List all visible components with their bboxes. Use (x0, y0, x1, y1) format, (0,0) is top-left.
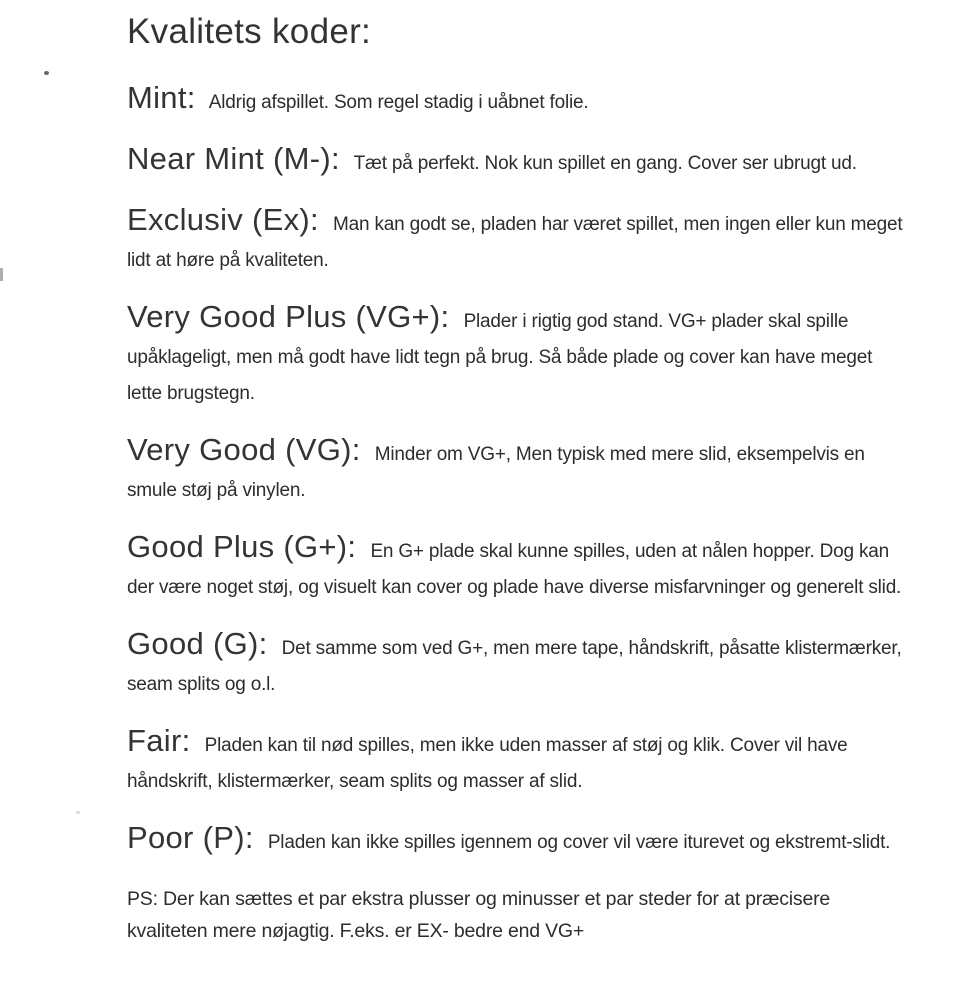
grade-term-good: Good (G): (127, 626, 268, 661)
grade-description-very-good: Minder om VG+, Men typisk med mere slid, eksempelvis en smule støj på vinylen. (127, 444, 865, 501)
grade-description-good-plus: En G+ plade skal kunne spilles, uden at nålen hopper. Dog kan der være noget støj, og visuelt kan cover og plade have diverse misfarvninger og generelt slid. (127, 541, 902, 598)
grade-term-exclusiv: Exclusiv (Ex): (127, 202, 319, 237)
scan-edge-mark (0, 268, 3, 281)
scan-speck-faint (76, 811, 80, 814)
grade-description-mint: Aldrig afspillet. Som regel stadig i uåbnet folie. (208, 92, 589, 113)
page-title: Kvalitets koder: (127, 12, 372, 51)
grade-entry-poor (127, 822, 908, 861)
grade-description-very-good-plus: Plader i rigtig god stand. VG+ plader skal spille upåklageligt, men må godt have lidt tegn på brug. Så både plade og cover kan have meget lette brugstegn. (127, 311, 873, 404)
grade-description-exclusiv: Man kan godt se, pladen har været spillet, men ingen eller kun meget lidt at høre på kvaliteten. (127, 214, 903, 271)
grade-entry-very-good-plus (127, 301, 908, 412)
grade-term-poor: Poor (P): (127, 820, 254, 855)
grade-entry-good-plus (127, 531, 908, 606)
grade-description-good: Det samme som ved G+, men mere tape, håndskrift, påsatte klistermærker, seam splits og o.l. (127, 638, 902, 695)
grade-description-poor: Pladen kan ikke spilles igennem og cover vil være iturevet og ekstremt-slidt. (267, 832, 891, 853)
grade-term-fair: Fair: (127, 723, 191, 758)
grade-description-fair: Pladen kan til nød spilles, men ikke uden masser af støj og klik. Cover vil have håndskrift, klistermærker, seam splits og masser af slid. (127, 735, 848, 792)
grade-entry-near-mint (127, 143, 908, 182)
grade-entry-fair (127, 725, 908, 800)
footnote-ps: PS: Der kan sættes et par ekstra plusser og minusser et par steder for at præcisere kvaliteten mere nøjagtig. F.eks. er EX- bedre end VG+ (127, 888, 831, 942)
grade-entry-exclusiv (127, 204, 908, 279)
grade-entry-mint (127, 82, 908, 121)
grade-term-very-good-plus: Very Good Plus (VG+): (127, 299, 450, 334)
grade-description-near-mint: Tæt på perfekt. Nok kun spillet en gang. Cover ser ubrugt ud. (353, 153, 857, 174)
grade-term-good-plus: Good Plus (G+): (127, 529, 357, 564)
grade-entry-very-good (127, 434, 908, 509)
grade-term-near-mint: Near Mint (M-): (127, 141, 340, 176)
scan-speck (44, 71, 49, 75)
grade-entry-good (127, 628, 908, 703)
grade-term-mint: Mint: (127, 80, 196, 115)
grade-term-very-good: Very Good (VG): (127, 432, 361, 467)
